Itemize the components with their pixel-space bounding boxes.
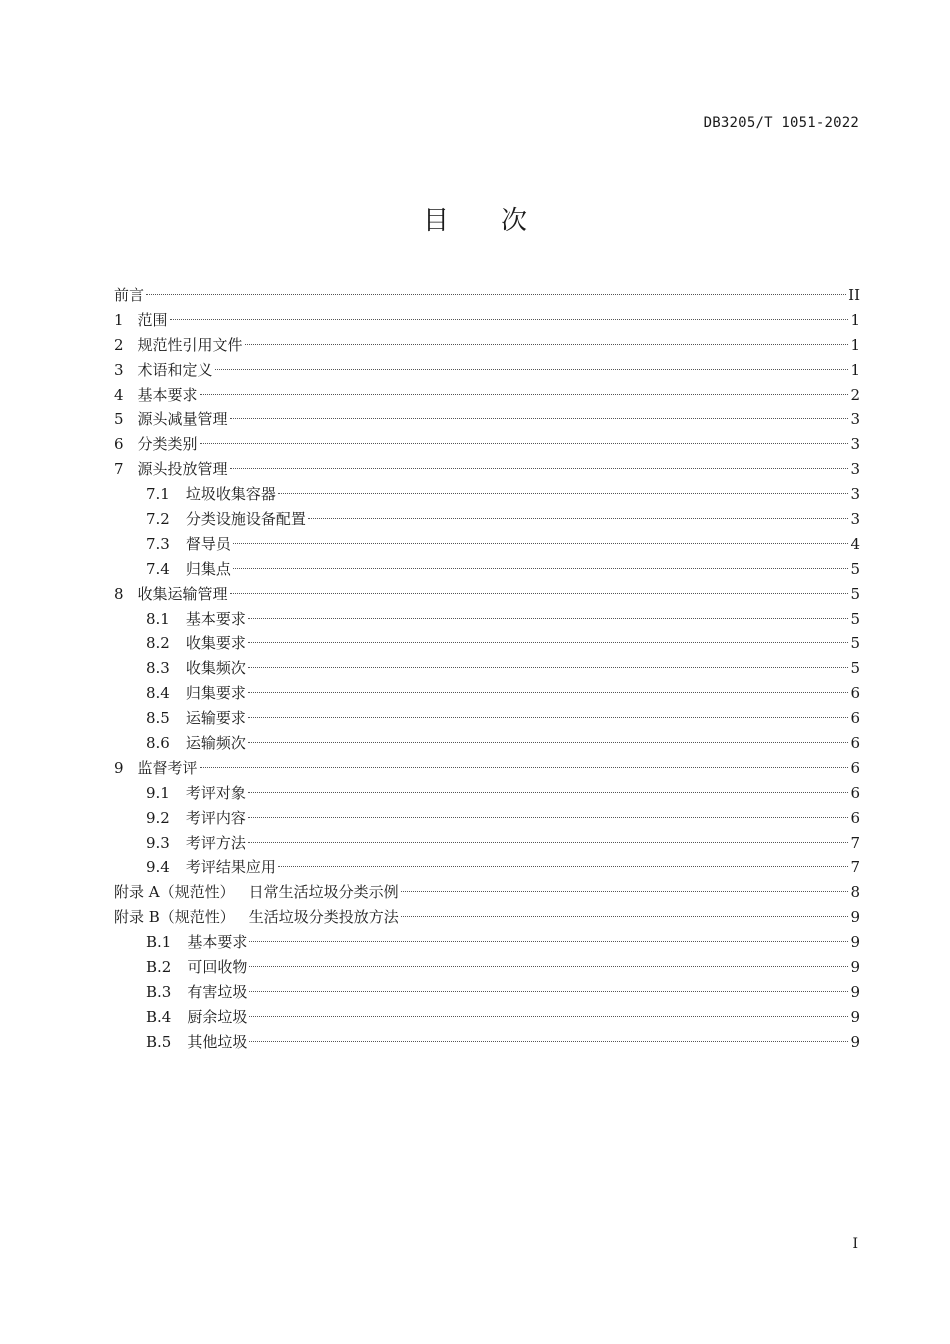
- toc-entry-label: 生活垃圾分类投放方法: [248, 908, 399, 927]
- toc-dot-leader: [248, 842, 849, 843]
- toc-entry[interactable]: [114, 283, 860, 308]
- page-number: I: [852, 1236, 858, 1252]
- toc-dot-leader: [200, 394, 849, 395]
- toc-dot-leader: [249, 991, 848, 992]
- toc-dot-leader: [248, 717, 849, 718]
- toc-entry[interactable]: [114, 706, 860, 731]
- toc-entry-page: 3: [850, 410, 860, 429]
- toc-entry-number: 8: [114, 584, 124, 603]
- toc-entry-page: 9: [850, 982, 860, 1001]
- toc-entry[interactable]: [114, 482, 860, 507]
- toc-entry-page: 7: [850, 858, 860, 877]
- toc-entry[interactable]: [114, 607, 860, 632]
- toc-entry[interactable]: [114, 681, 860, 706]
- toc-entry[interactable]: [114, 532, 860, 557]
- toc-entry-page: 9: [850, 908, 860, 927]
- toc-entry-page: 5: [850, 659, 860, 678]
- toc-dot-leader: [248, 817, 849, 818]
- toc-entry-label: 监督考评: [137, 758, 198, 777]
- toc-entry-number: 7.4: [146, 559, 170, 578]
- toc-entry-number: 9.3: [146, 833, 170, 852]
- toc-entry[interactable]: [114, 781, 860, 806]
- toc-entry-label: 厨余垃圾: [187, 1007, 248, 1026]
- toc-entry-number: 1: [114, 310, 124, 329]
- toc-entry-number: 9.2: [146, 808, 170, 827]
- toc-entry-label: 规范性引用文件: [137, 335, 243, 354]
- toc-dot-leader: [249, 1041, 848, 1042]
- toc-entry[interactable]: [114, 358, 860, 383]
- toc-entry[interactable]: [114, 855, 860, 880]
- toc-entry-page: 3: [850, 485, 860, 504]
- toc-entry-number: 8.2: [146, 634, 170, 653]
- toc-dot-leader: [248, 792, 849, 793]
- toc-entry[interactable]: [114, 930, 860, 955]
- toc-entry-page: 3: [850, 460, 860, 479]
- toc-dot-leader: [248, 742, 849, 743]
- toc-entry-page: 6: [850, 734, 860, 753]
- toc-entry-page: 9: [850, 933, 860, 952]
- toc-entry-label: 考评对象: [185, 783, 246, 802]
- toc-entry-number: 4: [114, 385, 124, 404]
- toc-entry[interactable]: [114, 756, 860, 781]
- toc-entry-label: 前言: [114, 286, 145, 304]
- toc-entry-label: 术语和定义: [137, 360, 213, 379]
- toc-entry[interactable]: [114, 631, 860, 656]
- toc-dot-leader: [230, 468, 849, 469]
- toc-entry-page: 1: [850, 360, 860, 379]
- toc-entry[interactable]: [114, 308, 860, 333]
- toc-dot-leader: [200, 443, 849, 444]
- toc-entry-page: 6: [850, 709, 860, 728]
- toc-entry-number: B.4: [146, 1007, 172, 1026]
- toc-entry-page: 1: [850, 335, 860, 354]
- toc-entry-number: B.1: [146, 933, 172, 952]
- toc-entry-label: 运输要求: [185, 709, 246, 728]
- toc-entry-page: 6: [850, 808, 860, 827]
- toc-dot-leader: [200, 767, 849, 768]
- toc-entry-number: 7.1: [146, 485, 170, 504]
- toc-entry-number: 8.5: [146, 709, 170, 728]
- toc-entry-label: 考评内容: [185, 808, 246, 827]
- toc-entry[interactable]: [114, 333, 860, 358]
- toc-entry-number: B.2: [146, 958, 172, 977]
- page-title: 目次: [422, 206, 579, 236]
- toc-entry-number: 3: [114, 360, 124, 379]
- toc-entry-number: 5: [114, 410, 124, 429]
- toc-entry-number: 9.1: [146, 783, 170, 802]
- toc-dot-leader: [278, 493, 849, 494]
- toc-dot-leader: [401, 891, 849, 892]
- toc-entry[interactable]: [114, 831, 860, 856]
- toc-entry-label: 收集频次: [185, 659, 246, 678]
- toc-entry[interactable]: [114, 557, 860, 582]
- toc-entry-label: 有害垃圾: [187, 982, 248, 1001]
- toc-entry-page: 9: [850, 1007, 860, 1026]
- toc-entry-label: 其他垃圾: [187, 1032, 248, 1051]
- toc-dot-leader: [233, 543, 849, 544]
- toc-entry[interactable]: [114, 955, 860, 980]
- toc-dot-leader: [230, 418, 849, 419]
- toc-entry-label: 归集要求: [185, 684, 246, 703]
- toc-dot-leader: [249, 1016, 848, 1017]
- toc-entry-page: 5: [850, 559, 860, 578]
- toc-dot-leader: [248, 692, 849, 693]
- toc-entry-label: 分类类别: [137, 435, 198, 454]
- toc-entry-label: 运输频次: [185, 734, 246, 753]
- toc-entry-label: 基本要求: [187, 933, 248, 952]
- toc-dot-leader: [230, 593, 849, 594]
- toc-entry[interactable]: [114, 905, 860, 930]
- toc-dot-leader: [401, 916, 849, 917]
- toc-dot-leader: [146, 294, 846, 295]
- toc-entry[interactable]: [114, 407, 860, 432]
- toc-entry-label: 日常生活垃圾分类示例: [248, 883, 399, 902]
- toc-entry-number: 8.1: [146, 609, 170, 628]
- toc-entry-label: 分类设施设备配置: [185, 510, 306, 529]
- toc-entry-number: 附录 A（规范性）: [114, 883, 235, 902]
- toc-entry-page: 6: [850, 758, 860, 777]
- toc-entry[interactable]: [114, 582, 860, 607]
- toc-entry-page: 8: [850, 883, 860, 902]
- toc-entry-page: II: [848, 286, 860, 304]
- toc-entry[interactable]: [114, 656, 860, 681]
- toc-entry[interactable]: [114, 731, 860, 756]
- toc-entry[interactable]: [114, 383, 860, 408]
- toc-entry-number: 8.4: [146, 684, 170, 703]
- toc-entry-label: 范围: [137, 310, 168, 329]
- toc-entry[interactable]: [114, 457, 860, 482]
- table-of-contents: [114, 283, 860, 1055]
- toc-entry[interactable]: [114, 980, 860, 1005]
- toc-entry[interactable]: [114, 880, 860, 905]
- toc-entry-page: 6: [850, 684, 860, 703]
- toc-entry-number: B.3: [146, 982, 172, 1001]
- toc-entry-label: 源头减量管理: [137, 410, 228, 429]
- toc-entry-page: 3: [850, 435, 860, 454]
- toc-entry-page: 1: [850, 310, 860, 329]
- toc-entry-label: 基本要求: [137, 385, 198, 404]
- toc-entry[interactable]: [114, 507, 860, 532]
- toc-dot-leader: [170, 319, 849, 320]
- toc-entry-number: 7: [114, 460, 124, 479]
- toc-dot-leader: [248, 642, 849, 643]
- toc-entry[interactable]: [114, 432, 860, 457]
- toc-entry-number: 7.2: [146, 510, 170, 529]
- toc-entry-page: 7: [850, 833, 860, 852]
- toc-entry-page: 4: [850, 534, 860, 553]
- toc-entry-label: 督导员: [185, 534, 231, 553]
- toc-entry-page: 5: [850, 584, 860, 603]
- toc-entry-number: 8.3: [146, 659, 170, 678]
- toc-entry-label: 垃圾收集容器: [185, 485, 276, 504]
- toc-entry-label: 收集要求: [185, 634, 246, 653]
- toc-entry-page: 9: [850, 958, 860, 977]
- toc-entry[interactable]: [114, 806, 860, 831]
- toc-dot-leader: [233, 568, 849, 569]
- toc-entry-number: 7.3: [146, 534, 170, 553]
- toc-entry-label: 可回收物: [187, 958, 248, 977]
- toc-entry-page: 3: [850, 510, 860, 529]
- toc-entry-number: 8.6: [146, 734, 170, 753]
- toc-dot-leader: [248, 667, 849, 668]
- toc-entry-page: 5: [850, 634, 860, 653]
- toc-entry-label: 考评结果应用: [185, 858, 276, 877]
- toc-entry-label: 收集运输管理: [137, 584, 228, 603]
- toc-entry-label: 基本要求: [185, 609, 246, 628]
- toc-entry-label: 考评方法: [185, 833, 246, 852]
- toc-entry-page: 2: [850, 385, 860, 404]
- toc-entry-page: 9: [850, 1032, 860, 1051]
- toc-entry-number: 附录 B（规范性）: [114, 908, 235, 927]
- toc-dot-leader: [215, 369, 849, 370]
- toc-entry[interactable]: [114, 1005, 860, 1030]
- toc-entry-number: 9: [114, 758, 124, 777]
- toc-dot-leader: [308, 518, 849, 519]
- toc-dot-leader: [249, 941, 848, 942]
- toc-entry-number: 2: [114, 335, 124, 354]
- toc-entry[interactable]: [114, 1030, 860, 1055]
- toc-dot-leader: [245, 344, 849, 345]
- toc-dot-leader: [248, 618, 849, 619]
- toc-dot-leader: [249, 966, 848, 967]
- toc-entry-number: 9.4: [146, 858, 170, 877]
- toc-entry-page: 5: [850, 609, 860, 628]
- toc-dot-leader: [278, 866, 849, 867]
- document-code: DB3205/T 1051-2022: [703, 115, 859, 131]
- toc-entry-label: 归集点: [185, 559, 231, 578]
- toc-entry-number: 6: [114, 435, 124, 454]
- toc-entry-number: B.5: [146, 1032, 172, 1051]
- toc-entry-label: 源头投放管理: [137, 460, 228, 479]
- toc-entry-page: 6: [850, 783, 860, 802]
